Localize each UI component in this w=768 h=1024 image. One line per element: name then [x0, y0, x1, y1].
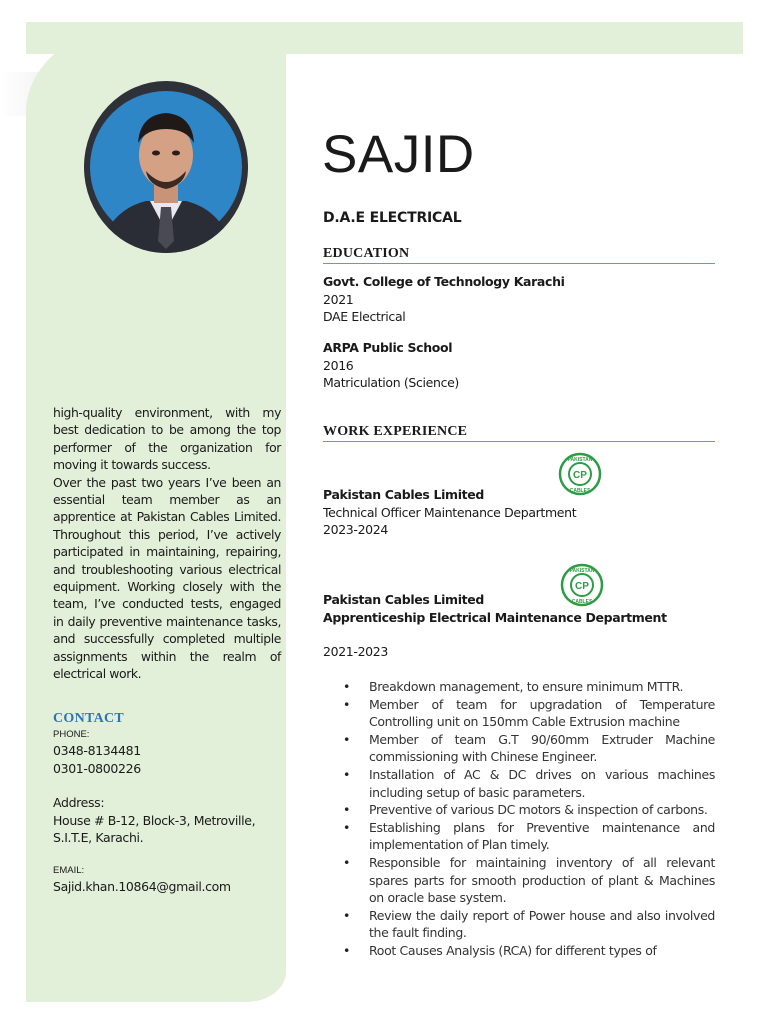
work-experience-heading: WORK EXPERIENCE: [323, 424, 715, 442]
svg-text:CP: CP: [575, 581, 589, 592]
email-label: EMAIL:: [53, 865, 85, 876]
responsibilities-list: [323, 678, 715, 960]
list-item: • Member of team G.T 90/60mm Extruder Machine commissioning with Chinese Engineer.: [323, 731, 715, 766]
education-entry: [323, 273, 565, 326]
list-item: • Installation of AC & DC drives on various machines including setup of basic parameters.: [323, 766, 715, 801]
education-heading: EDUCATION: [323, 246, 715, 264]
phone-label: PHONE:: [53, 729, 90, 740]
job-role: Apprenticeship Electrical Maintenance Department: [323, 609, 667, 625]
job-entry: [323, 591, 667, 626]
summary-paragraph: high-quality environment, with my best dedication to be among the top performer of the organization for moving it towards success.: [53, 405, 281, 473]
company-name: Pakistan Cables Limited: [323, 487, 484, 502]
email-address: Sajid.khan.10864@gmail.com: [53, 879, 231, 894]
profile-photo: [84, 81, 248, 253]
list-item: • Responsible for maintaining inventory of all relevant spares parts for smooth production of plant & Machines on oracle base system.: [323, 854, 715, 907]
profile-summary: [53, 404, 281, 683]
education-year: 2021: [323, 291, 354, 307]
school-name: Govt. College of Technology Karachi: [323, 274, 565, 289]
list-item: • Member of team for upgradation of Temperature Controlling unit on 150mm Cable Extrusion machine: [323, 696, 715, 731]
phone-number: 0301-0800226: [53, 761, 141, 776]
svg-text:CABLES: CABLES: [571, 599, 593, 605]
education-degree: DAE Electrical: [323, 309, 406, 325]
job-role: Technical Officer Maintenance Department: [323, 504, 577, 520]
svg-text:CABLES: CABLES: [569, 488, 591, 494]
summary-paragraph: Over the past two years I’ve been an essential team member as an apprentice at Pakistan Cables Limited. Throughout this period, I’ve actively participated in maintaining, repairing, and troubleshooting various electrical equipment. Working closely with the team, I’ve conducted tests, engaged in daily preventive maintenance tasks, and successfully completed multiple assignments within the realm of electrical work.: [53, 474, 281, 682]
list-item: • Root Causes Analysis (RCA) for different types of: [323, 942, 715, 960]
list-item: • Preventive of various DC motors & inspection of carbons.: [323, 801, 715, 819]
list-item: • Establishing plans for Preventive maintenance and implementation of Plan timely.: [323, 819, 715, 854]
candidate-name: SAJID: [322, 125, 475, 184]
candidate-title: D.A.E ELECTRICAL: [323, 210, 462, 226]
svg-text:PAKISTAN: PAKISTAN: [569, 568, 595, 574]
contact-heading: CONTACT: [53, 711, 125, 726]
job-entry: [323, 486, 576, 539]
school-name: ARPA Public School: [323, 340, 453, 355]
address-label: Address:: [53, 795, 105, 810]
education-year: 2016: [323, 357, 354, 373]
job-years: 2023-2024: [323, 522, 388, 538]
svg-text:PAKISTAN: PAKISTAN: [567, 457, 593, 463]
education-entry: [323, 339, 459, 392]
phone-number: 0348-8134481: [53, 743, 141, 758]
company-name: Pakistan Cables Limited: [323, 592, 484, 607]
list-item: • Breakdown management, to ensure minimum MTTR.: [323, 678, 715, 696]
job-years: 2021-2023: [323, 644, 388, 659]
svg-text:CP: CP: [573, 470, 587, 481]
list-item: • Review the daily report of Power house and also involved the fault finding.: [323, 907, 715, 942]
education-degree: Matriculation (Science): [323, 375, 459, 391]
address-line: House # B-12, Block-3, Metroville,: [53, 813, 256, 828]
address-line: S.I.T.E, Karachi.: [53, 830, 144, 845]
